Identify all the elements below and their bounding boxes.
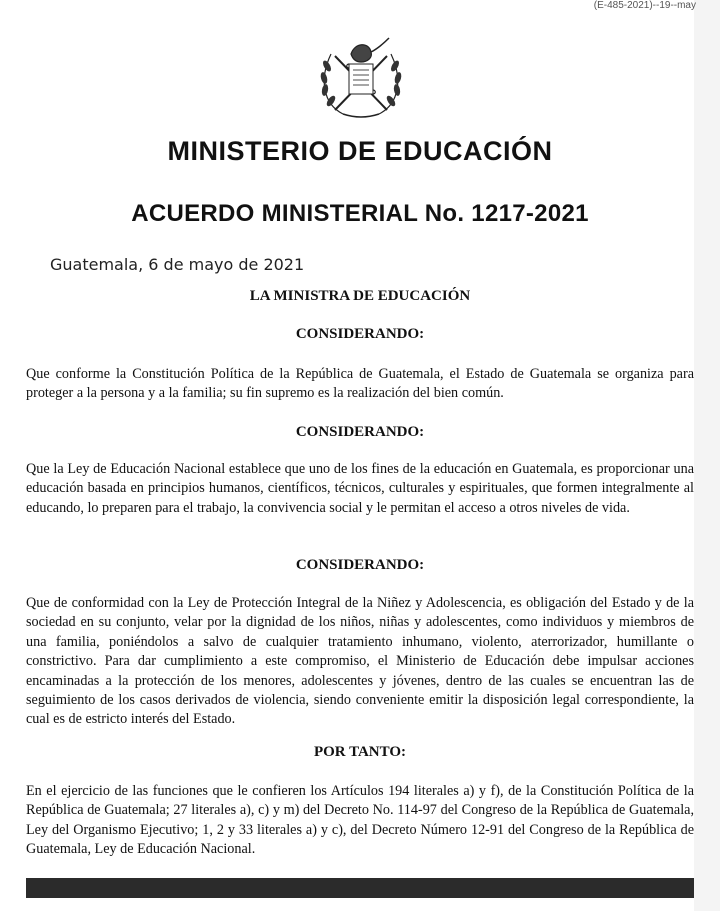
por-tanto-text: En el ejercicio de las funciones que le confieren los Artículos 194 literales a) y f), de la Constitución Política de la República de Guatemala; 27 literales a), c) y m) del Decreto No. 114-97 del Congreso de la República de Guatemala, Ley del Organismo Ejecutivo; 1, 2 y 33 literales a) y c), del Decreto Número 12-91 del Congreso de la República de Guatemala, Ley de Educación Nacional. (26, 783, 694, 858)
considerando-heading: CONSIDERANDO: (295, 557, 425, 573)
place-date: Guatemala, 6 de mayo de 2021 (50, 255, 305, 274)
coat-of-arms-icon (313, 34, 409, 120)
page-bottom-bar (26, 878, 694, 898)
document-reference: (E-485-2021)--19--may (593, 0, 696, 11)
considerando-text: Que conforme la Constitución Política de la República de Guatemala, el Estado de Guatemala se organiza para proteger a la persona y a la familia; su fin supremo es la realización del bien común. (26, 366, 694, 402)
por-tanto-heading: POR TANTO: (313, 744, 407, 760)
minister-heading: LA MINISTRA DE EDUCACIÓN (249, 288, 471, 304)
considerando-text: Que la Ley de Educación Nacional establece que uno de los fines de la educación en Guatemala, es proporcionar una educación basada en principios humanos, científicos, técnicos, culturales y espirituales, que formen integralmente al educando, lo preparen para el trabajo, la convivencia social y le permitan el acceso a otros niveles de vida. (26, 461, 694, 516)
ministry-title: MINISTERIO DE EDUCACIÓN (167, 136, 553, 166)
considerando-text: Que de conformidad con la Ley de Protección Integral de la Niñez y Adolescencia, es obligación del Estado y de la sociedad en su conjunto, velar por la dignidad de los niños, niñas y adolescentes, como individuos y miembros de una familia, poniéndolos a salvo de cualquier tratamiento inhumano, violento, aterrorizador, humillante o constrictivo. Para dar cumplimiento a este compromiso, el Ministerio de Educación debe impulsar acciones encaminadas a la protección de los menores, adolescentes y jóvenes, dentro de las cuales se encuentran las de seguimiento de los casos derivados de violencia, siendo conveniente emitir la disposición legal correspondiente, la cual es de estricto interés del Estado. (26, 595, 694, 728)
agreement-title: ACUERDO MINISTERIAL No. 1217-2021 (131, 200, 589, 227)
considerando-heading: CONSIDERANDO: (295, 424, 425, 440)
considerando-heading: CONSIDERANDO: (295, 326, 425, 342)
